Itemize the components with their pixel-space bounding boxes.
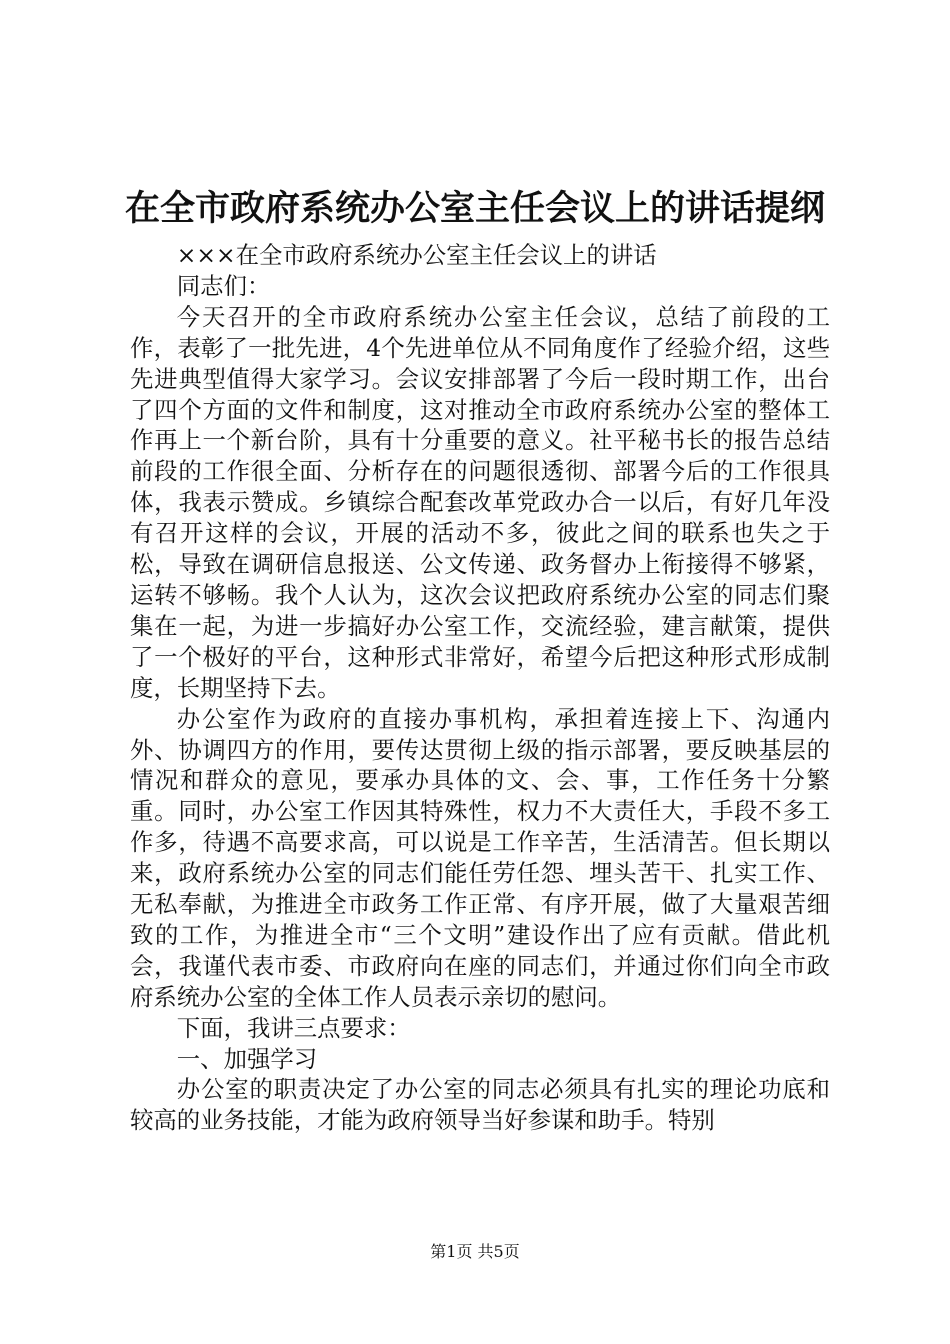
section-heading: 一、加强学习 [176,1044,318,1073]
body-paragraph: 下面，我讲三点要求： [176,1013,411,1042]
body-paragraph: 今天召开的全市政府系统办公室主任会议，总结了前段的工作，表彰了一批先进，4个先进单位从不同角度作了经验介绍，这些先进典型值得大家学习。会议安排部署了今后一段时期工作，出台了四个方面的文件和制度，这对推动全市政府系统办公室的整体工作再上一个新台阶，具有十分重要的意义。社平秘书长的报告总结前段的工作很全面、分析存在的问题很透彻、部署今后的工作很具体，我表示赞成。乡镇综合配套改革党政办合一以后，有好几年没有召开这样的会议，开展的活动不多，彼此之间的联系也失之于松，导致在调研信息报送、公文传递、政务督办上衔接得不够紧，运转不够畅。我个人认为，这次会议把政府系统办公室的同志们聚集在一起，为进一步搞好办公室工作，交流经验，建言献策，提供了一个极好的平台，这种形式非常好，希望今后把这种形式形成制度，长期坚持下去。 [130,302,830,702]
page-footer: 第1页 共5页 [430,1242,520,1261]
speech-heading: ×××在全市政府系统办公室主任会议上的讲话 [176,241,657,269]
document-body [130,240,830,1136]
body-paragraph: 办公室作为政府的直接办事机构，承担着连接上下、沟通内外、协调四方的作用，要传达贯彻上级的指示部署，要反映基层的情况和群众的意见，要承办具体的文、会、事，工作任务十分繁重。同时，办公室工作因其特殊性，权力不大责任大，手段不多工作多，待遇不高要求高，可以说是工作辛苦，生活清苦。但长期以来，政府系统办公室的同志们能任劳任怨、埋头苦干、扎实工作、无私奉献，为推进全市政务工作正常、有序开展，做了大量艰苦细致的工作，为推进全市“三个文明”建设作出了应有贡献。借此机会，我谨代表市委、市政府向在座的同志们，并通过你们向全市政府系统办公室的全体工作人员表示亲切的慰问。 [130,704,830,1011]
body-paragraph: 办公室的职责决定了办公室的同志必须具有扎实的理论功底和较高的业务技能，才能为政府领导当好参谋和助手。特别 [130,1075,830,1135]
document-title: 在全市政府系统办公室主任会议上的讲话提纲 [124,189,825,229]
salutation: 同志们： [176,271,271,300]
